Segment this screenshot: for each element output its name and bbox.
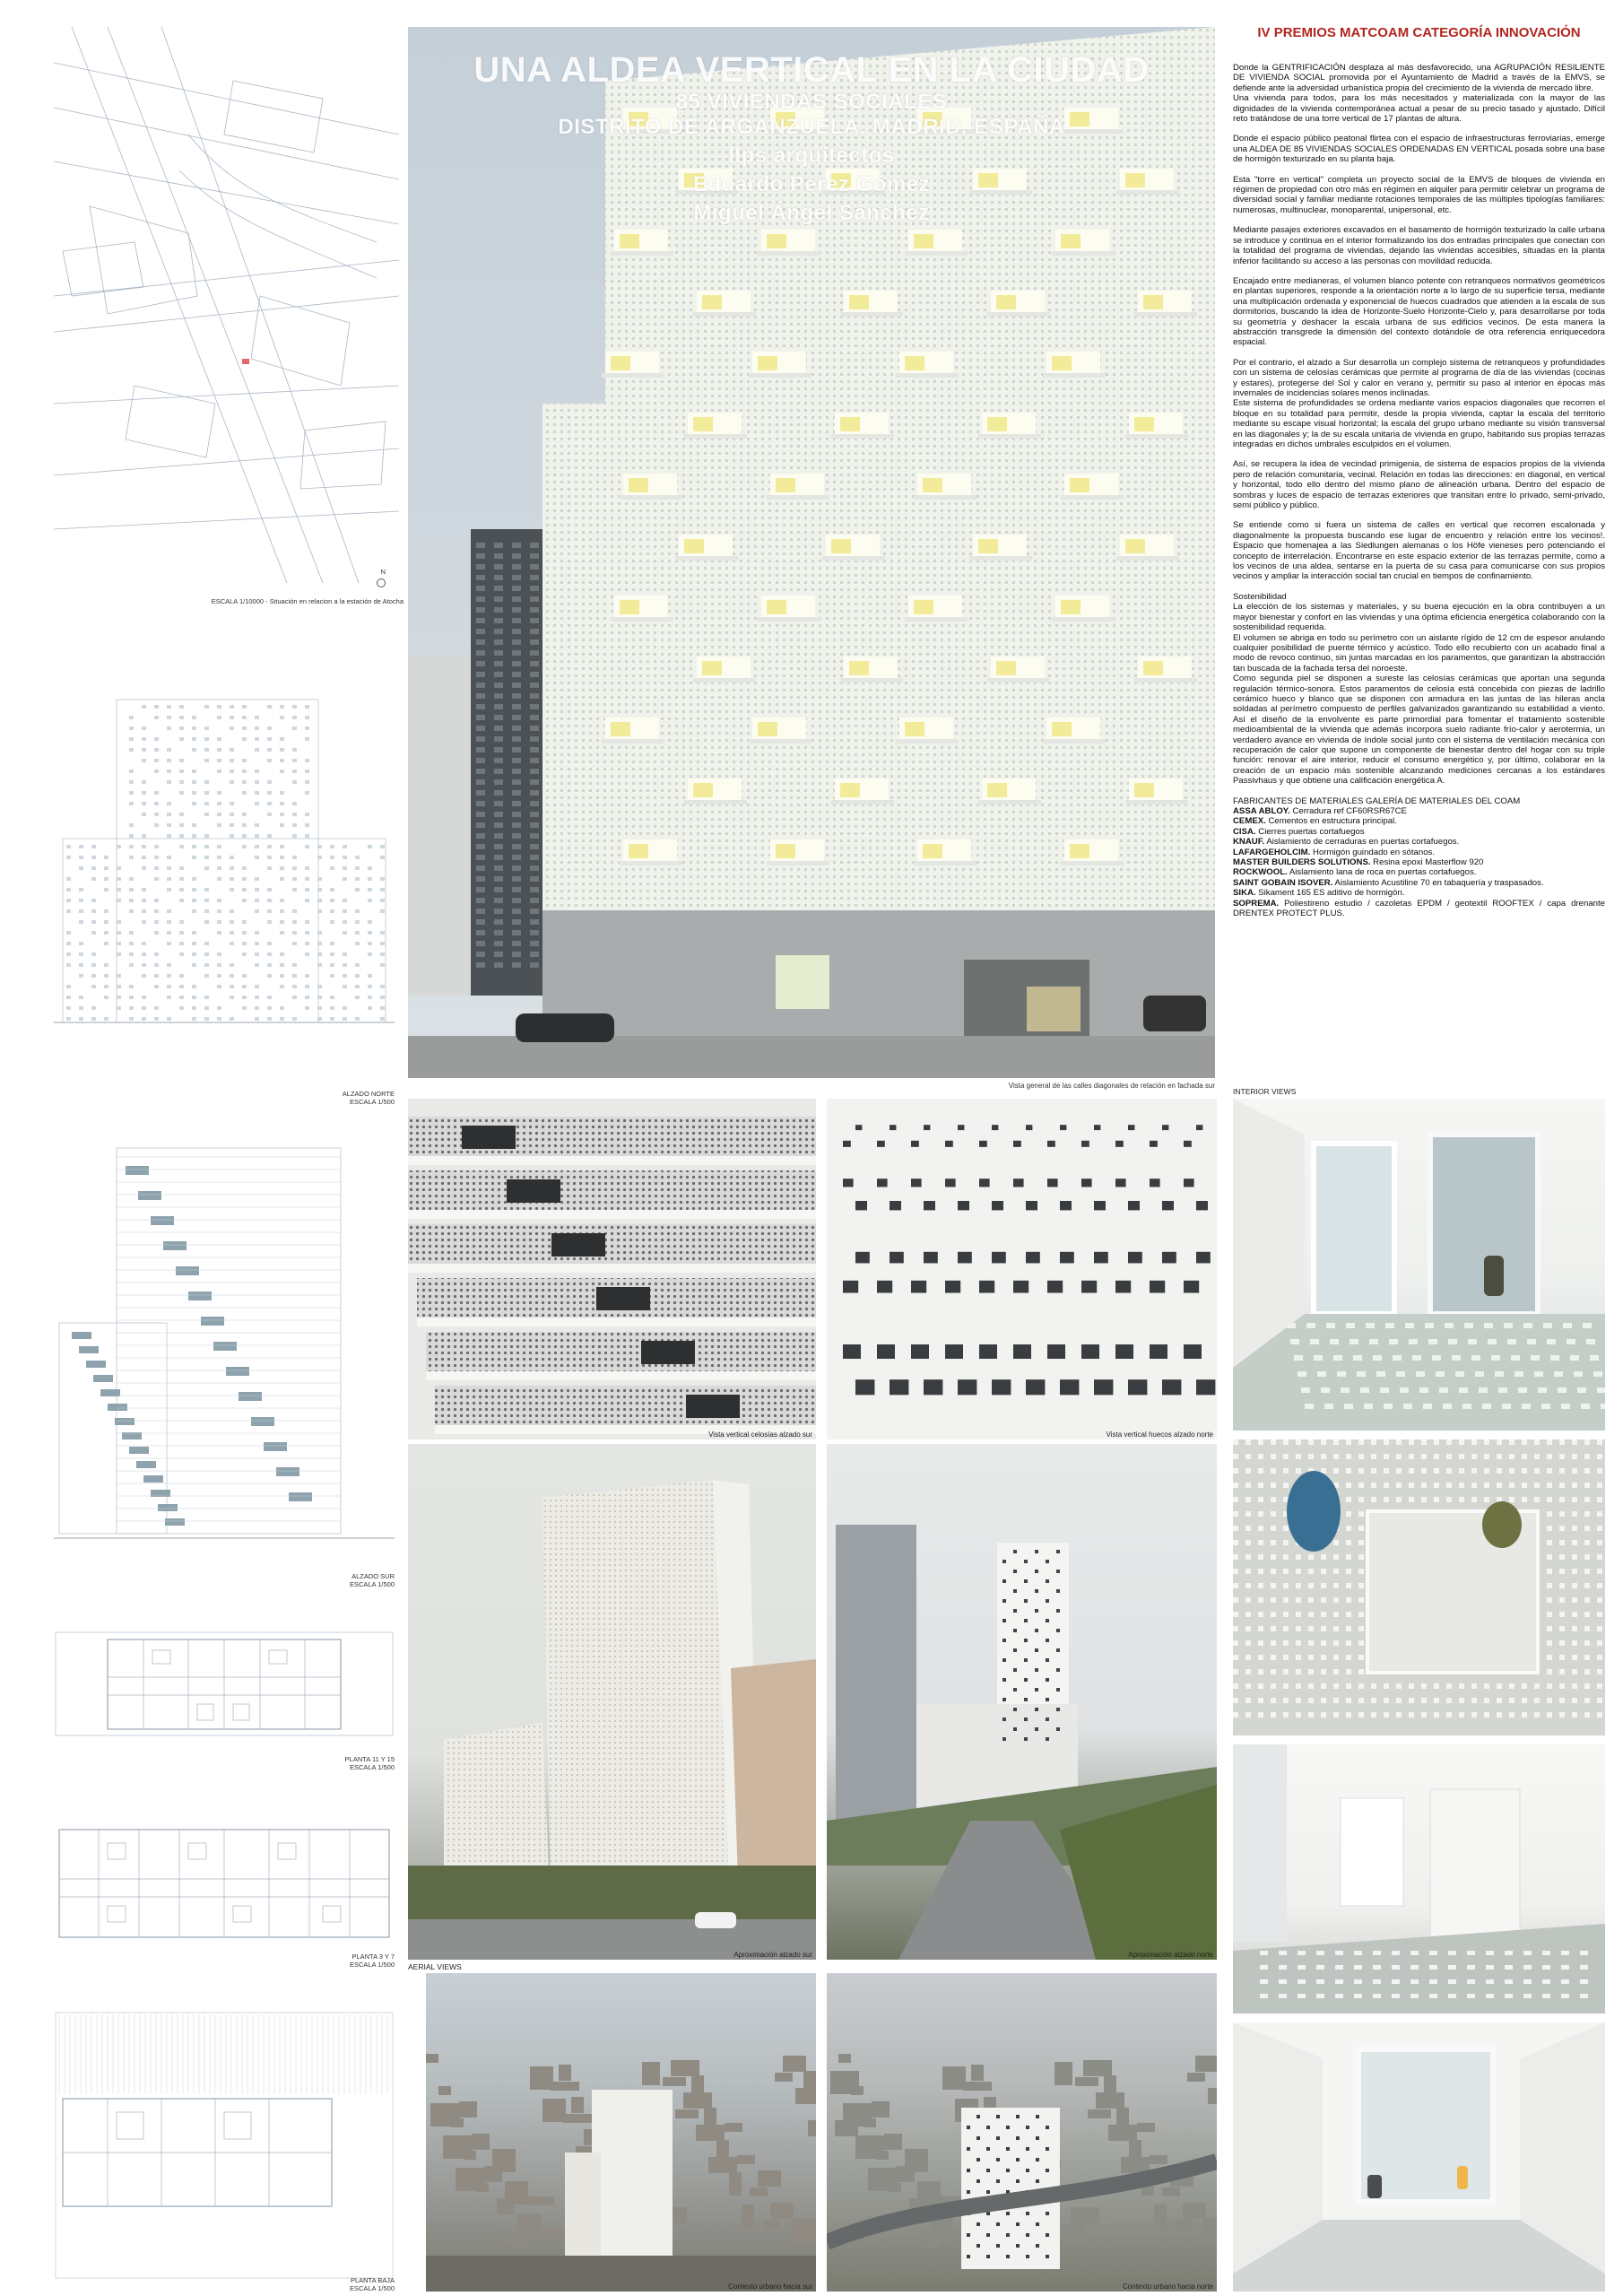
site-plan-drawing (54, 27, 399, 583)
manufacturer-name: CEMEX. (1233, 816, 1266, 827)
manufacturer-item (1233, 816, 1605, 826)
paragraph-5: Encajado entre medianeras, el volumen blanco potente con retranqueos normativos geométricos en plantas superiores, responde a la orientación norte a lo largo de su superficie tersa, mediante una multiplicación ordenada y exponencial de huecos cuadrados que atienden a la escala de sus dormitorios, buscando la idea de Horizonte-Suelo Horizonte-Cielo y, para desarrollarse por toda su geometría y deshacer la escala urbana de sus edificios vecinos. De esta manera la abstracción transgrede la dimensión del contexto dotándole de otra referencia enriquecedora espacial. (1233, 275, 1605, 348)
ground-floor-plan-drawing (54, 2009, 395, 2283)
paragraph-3: Esta "torre en vertical" completa un proyecto social de la EMVS de bloques de vivienda en régimen de propiedad con otro más en régimen en alquiler para permitir celebrar un programa de diversidad social y familiar mediante rotaciones temporales de las múltiples tipologías familiares: numerosas, multinuclear, monoparental, unipersonal, etc. (1233, 174, 1605, 215)
manufacturer-item (1233, 878, 1605, 888)
north-arrow-icon (377, 578, 386, 587)
manufacturer-desc: Poliestireno estudio / cazoletas EPDM / geotextil ROOFTEX / capa drenante DRENTEX PROTECT PLUS. (1233, 898, 1605, 919)
manufacturer-item (1233, 848, 1605, 857)
caption-celosias: Vista vertical celosías alzado sur (708, 1431, 812, 1439)
caption-aprox-sur: Aproximación alzado sur (733, 1951, 812, 1959)
site-plan-caption: ESCALA 1/10000 - Situación en relacion a la estación de Atocha (211, 597, 404, 605)
paragraph-1: Donde la GENTRIFICACIÓN desplaza al más desfavorecido, una AGRUPACIÓN RESILIENTE DE VIVIENDA SOCIAL promovida por el Ayuntamiento de Madrid a través de la EMVS, se defiende ante la adversidad urbanística propia del crecimiento de la vivienda de mercado libre. Una vivienda para todos, para los más necesitados y materializada con la mayor de las dignidades de la vivienda contemporánea actual a pesar de su precio tasado y ajustado. Difícil reto tratándose de una torre vertical de 17 plantas de altura. (1233, 63, 1605, 125)
hero-caption: Vista general de las calles diagonales de relación en fachada sur (1008, 1082, 1215, 1090)
manufacturer-desc: Resina epoxi Masterflow 920 (1370, 857, 1484, 868)
north-elevation-title: ALZADO NORTE (342, 1090, 395, 1098)
description-text (1233, 63, 1605, 918)
approach-south-illustration (408, 1444, 816, 1960)
plan-11-15-drawing (54, 1623, 395, 1744)
plan-3-7-scale: ESCALA 1/500 (349, 1961, 395, 1969)
manufacturer-name: SIKA. (1233, 888, 1256, 899)
aerial-views-label: AERIAL VIEWS (408, 1962, 462, 1971)
hero-subtitle-viviendas: 85 VIVIENDAS SOCIALES (675, 90, 948, 114)
photo-lattice-south (408, 1099, 816, 1439)
south-elevation-lines (54, 1139, 395, 1570)
interior-photo-1 (1233, 1099, 1605, 1431)
manufacturer-desc: Hormigón guindado en sótanos. (1310, 847, 1436, 857)
interior-2-illustration (1233, 1439, 1605, 1735)
paragraph-4: Mediante pasajes exteriores excavados en el basamento de hormigón texturizado la calle urbana se introduce y continua en el interior formalizando los dos entradas principales que conectan con la totalidad del programa de viviendas, dejando las viviendas accesibles, situadas en la planta inferior facilitando su acceso a las personas con movilidad reducida. (1233, 225, 1605, 266)
manufacturer-desc: Aislamiento de cerraduras en puertas cortafuegos. (1264, 837, 1460, 848)
award-heading: IV PREMIOS MATCOAM CATEGORÍA INNOVACIÓN (1257, 25, 1581, 40)
sustainability-paragraph: La elección de los sistemas y materiales, y su buena ejecución en la obra contribuyen a un mayor bienestar y confort en las viviendas y una óptima eficiencia energética colaborando con la sostenibilidad requerida. El volumen se abriga en todo su perímetro con un aislante rígido de 12 cm de espesor anulando cualquier posibilidad de puente térmico y acústico. Todo ello recubierto con un acabado final a modo de revoco continuo, sin juntas marcadas en los paramentos, que garantizan la abstracción tan buscada de la fachada tersa del noroeste. Como segunda piel se disponen a sureste las celosías cerámicas que aportan una segunda regulación térmico-sonora. Estos paramentos de celosía está concebida con piezas de ladrillo cerámico hueco y blanco que se disponen con armadura en las juntas de las hileras ancla soldadas al perímetro compuesto de perfiles galvanizados garantizando su estabilidad a viento. Así el diseño de la envolvente es parte primordial para fomentar el tratamiento sostenible medioambiental de la vivienda que además incorpora suelo radiante frío-calor y aerotermia, un verdadero avance en vivienda de índole social junto con el sistema de ventilación mecánica con recuperación de calor que supone un componente de bienestar dentro del hogar con su triple función: renovar el aire interior, reducir el consumo energético y, por último, colaborar en la creación de un espacio más sostenible alcanzando mediciones cercanas a los estándares Passivhaus y que obtiene una calificación energética A. (1233, 602, 1605, 787)
interior-views-label: INTERIOR VIEWS (1233, 1087, 1297, 1096)
ground-floor-plan-title: PLANTA BAJA (350, 2276, 395, 2284)
photo-approach-south (408, 1444, 816, 1960)
north-elevation-drawing (54, 646, 395, 1076)
manufacturer-item (1233, 806, 1605, 816)
manufacturer-name: ASSA ABLOY. (1233, 806, 1290, 816)
caption-contexto-sur: Contexto urbano hacia sur (728, 2283, 812, 2291)
south-elevation-scale: ESCALA 1/500 (349, 1580, 395, 1588)
manufacturer-item (1233, 867, 1605, 877)
photo-context-south (426, 1973, 816, 2292)
north-elevation-scale: ESCALA 1/500 (349, 1098, 395, 1106)
context-north-illustration (827, 1973, 1217, 2292)
windows-illustration (827, 1099, 1217, 1439)
manufacturer-desc: Cerradura ref CF60RSR67CE (1289, 806, 1407, 816)
interior-photo-2 (1233, 1439, 1605, 1735)
manufacturers-title: FABRICANTES DE MATERIALES GALERÍA DE MATERIALES DEL COAM (1233, 796, 1521, 806)
ground-floor-plan-lines (54, 2009, 395, 2283)
manufacturers-list (1233, 806, 1605, 918)
hero-subtitle-district: DISTRITO DE ARGANZUELA. MADRID. ESPAÑA (558, 115, 1065, 139)
paragraph-8: Se entiende como si fuera un sistema de calles en vertical que recorren escalonada y diagonalmente la propuesta buscando ese lugar de encuentro y relación entre los vecinos!. Espacio que homenajea a las Siedlungen alemanas o los Höfe vieneses pero potenciando el concepto de interrelación. Encontrarse en este espacio exterior de las terrazas permite, como a los vecinos de una aldea, sentarse en la puerta de su casa para comunicarse con sus propios vecinos y ampliar la interacción social tan crucial en tiempos de confinamiento. (1233, 520, 1605, 582)
hero-architect-2: Miguel Ángel Sánchez (693, 201, 930, 225)
north-symbol: N (380, 568, 386, 576)
manufacturer-desc: Aislamiento lana de roca en puertas cortafuegos. (1287, 867, 1477, 878)
approach-north-illustration (827, 1444, 1217, 1960)
manufacturer-name: MASTER BUILDERS SOLUTIONS. (1233, 857, 1371, 868)
plan-3-7-title: PLANTA 3 Y 7 (352, 1952, 395, 1961)
sustainability-title: Sostenibilidad (1233, 591, 1287, 602)
caption-contexto-norte: Contexto urbano hacia norte (1123, 2283, 1213, 2291)
photo-context-north (827, 1973, 1217, 2292)
caption-huecos: Vista vertical huecos alzado norte (1106, 1431, 1213, 1439)
manufacturer-name: KNAUF. (1233, 837, 1265, 848)
manufacturer-name: CISA. (1233, 826, 1256, 837)
photo-approach-north (827, 1444, 1217, 1960)
photo-windows-north (827, 1099, 1217, 1439)
plan-3-7-drawing (54, 1821, 395, 1946)
plan-11-15-scale: ESCALA 1/500 (349, 1763, 395, 1771)
caption-aprox-norte: Aproximación alzado norte (1128, 1951, 1213, 1959)
manufacturer-desc: Sikament 165 ES aditivo de hormigón. (1255, 888, 1405, 899)
manufacturer-name: LAFARGEHOLCIM. (1233, 847, 1311, 857)
manufacturer-name: SOPREMA. (1233, 898, 1280, 909)
interior-3-illustration (1233, 1744, 1605, 2013)
plan-11-15-title: PLANTA 11 Y 15 (344, 1755, 395, 1763)
hero-firm: llps arquitectos (728, 144, 895, 168)
manufacturer-name: SAINT GOBAIN ISOVER. (1233, 877, 1333, 888)
hero-architect-1: Eduardo Pérez Gómez (692, 172, 931, 196)
paragraph-2: Donde el espacio público peatonal flirtea con el espacio de infraestructuras ferroviarias, emerge una ALDEA DE 85 VIVIENDAS SOCIALES ORDENADAS EN VERTICAL posada sobre una base de hormigón texturizado en su planta baja. (1233, 134, 1605, 165)
north-elevation-lines (54, 646, 395, 1076)
paragraph-7: Así, se recupera la idea de vecindad primigenia, de sistema de espacios propios de la vivienda pero de relación comunitaria, vecinal. Relación en todas las direcciones: en diagonal, en vertical y horizontal, todo ello dentro del mismo plano de alineación urbana. Dentro del espacio de sombras y luces de espacio de terrazas exteriores que transitan entre lo privado, semi-privado, semi público y público. (1233, 459, 1605, 511)
hero-title: UNA ALDEA VERTICAL EN LA CIUDAD (473, 50, 1150, 90)
interior-1-illustration (1233, 1099, 1605, 1431)
ground-floor-plan-scale: ESCALA 1/500 (349, 2284, 395, 2292)
manufacturer-desc: Aislamiento Acustiline 70 en tabaquería y traspasados. (1332, 877, 1544, 888)
manufacturer-desc: Cementos en estructura principal. (1265, 816, 1397, 827)
manufacturer-item (1233, 857, 1605, 867)
manufacturer-name: ROCKWOOL. (1233, 867, 1288, 878)
plan-11-15-lines (54, 1623, 395, 1744)
interior-photo-3 (1233, 1744, 1605, 2013)
context-south-illustration (426, 1973, 816, 2292)
south-elevation-drawing (54, 1139, 395, 1570)
manufacturer-item (1233, 837, 1605, 847)
south-elevation-title: ALZADO SUR (352, 1572, 395, 1580)
plan-3-7-lines (54, 1821, 395, 1946)
manufacturer-item (1233, 888, 1605, 898)
lattice-illustration (408, 1099, 816, 1439)
site-plan-lines (54, 27, 399, 583)
interior-photo-4 (1233, 2022, 1605, 2292)
hero-photo (408, 27, 1215, 1078)
manufacturer-item (1233, 827, 1605, 837)
interior-4-illustration (1233, 2022, 1605, 2292)
manufacturer-desc: Cierres puertas cortafuegos (1255, 826, 1365, 837)
manufacturer-item (1233, 899, 1605, 919)
paragraph-6: Por el contrario, el alzado a Sur desarrolla un complejo sistema de retranqueos y profundidades con un sistema de celosías cerámicas que permite al programa de día de las viviendas (cocinas y estares), protegerse del Sol y calor en verano y, permitir su paso al interior en épocas más invernales de incidencias solares menos inclinadas. Este sistema de profundidades se ordena mediante varios espacios diagonales que recorren el bloque en su totalidad para permitir, desde la propia vivienda, captar la escala del territorio mediante su escape visual horizontal; la escala del grupo urbano mediante su visión transversal en las diagonales y; la de su escala unitaria de vivienda en grupo, habitando sus propias terrazas integradas en dichos umbrales esculpidos en el volumen. (1233, 357, 1605, 449)
